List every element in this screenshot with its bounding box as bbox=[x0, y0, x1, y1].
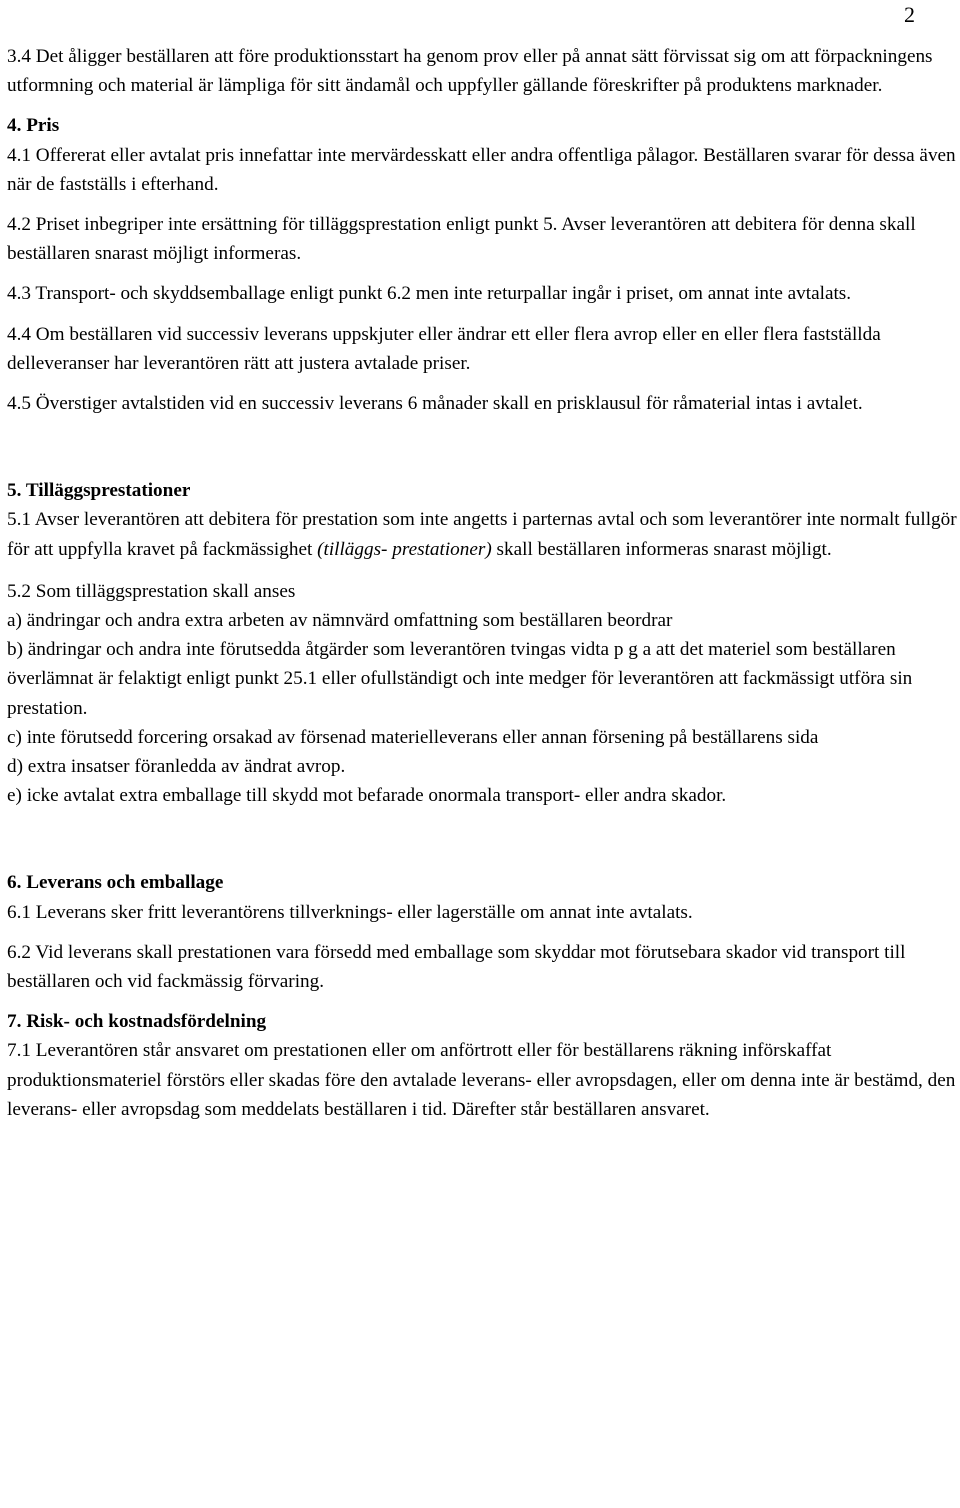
paragraph-4-3: 4.3 Transport- och skyddsemballage enligt punkt 6.2 men inte returpallar ingår i priset, om annat inte avtalats. bbox=[7, 283, 852, 305]
list-item-5-2-b: b) ändringar och andra inte förutsedda åtgärder som leverantören tvingas vidta p g a att det materiel som beställaren överlämnat är felaktigt enligt punkt 25.1 eller ofullständigt och inte medger för leverantören att fackmässigt utföra sin prestation. bbox=[7, 639, 913, 719]
document-body bbox=[7, 42, 957, 1124]
paragraph-5-1-text-b: skall beställaren informeras snarast möjligt. bbox=[491, 538, 832, 560]
paragraph-4-5: 4.5 Överstiger avtalstiden vid en successiv leverans 6 månader skall en prisklausul för råmaterial intas i avtalet. bbox=[7, 393, 863, 415]
list-item-5-2-d: d) extra insatser föranledda av ändrat avrop. bbox=[7, 756, 346, 778]
paragraph-5-1-term: (tilläggs- prestationer) bbox=[317, 538, 492, 560]
heading-risk-och-kostnadsfordelning: 7. Risk- och kostnadsfördelning bbox=[7, 1011, 267, 1033]
paragraph-4-4: 4.4 Om beställaren vid successiv leverans uppskjuter eller ändrar ett eller flera avrop eller en eller flera fastställda delleveranser har leverantören rätt att justera avtalade priser. bbox=[7, 323, 881, 374]
list-item-5-2-a: a) ändringar och andra extra arbeten av nämnvärd omfattning som beställaren beordrar bbox=[7, 610, 673, 632]
paragraph-5-1 bbox=[7, 505, 957, 563]
paragraph-4-2: 4.2 Priset inbegriper inte ersättning för tilläggsprestation enligt punkt 5. Avser leverantören att debitera för denna skall beställaren snarast möjligt informeras. bbox=[7, 214, 916, 265]
heading-tillaggsprestationer: 5. Tilläggsprestationer bbox=[7, 480, 191, 502]
paragraph-3-4: 3.4 Det åligger beställaren att före produktionsstart ha genom prov eller på annat sätt förvissat sig om att förpackningens utformning och material är lämpliga för sitt ändamål och uppfyller gällande föreskrifter på produktens marknader. bbox=[7, 46, 933, 97]
paragraph-5-2: 5.2 Som tilläggsprestation skall anses bbox=[7, 580, 296, 602]
list-item-5-2-c: c) inte förutsedd forcering orsakad av försenad materielleverans eller annan försening på beställarens sida bbox=[7, 726, 819, 748]
page-number: 2 bbox=[904, 2, 915, 27]
list-item-5-2-e: e) icke avtalat extra emballage till skydd mot befarade onormala transport- eller andra skador. bbox=[7, 785, 727, 807]
paragraph-6-2: 6.2 Vid leverans skall prestationen vara försedd med emballage som skyddar mot förutsebara skador vid transport till beställaren och vid fackmässig förvaring. bbox=[7, 941, 906, 993]
heading-leverans-och-emballage: 6. Leverans och emballage bbox=[7, 872, 224, 894]
paragraph-6-1: 6.1 Leverans sker fritt leverantörens tillverknings- eller lagerställe om annat inte avtalats. bbox=[7, 901, 693, 923]
paragraph-4-1: 4.1 Offererat eller avtalat pris innefattar inte mervärdesskatt eller andra offentliga pålagor. Beställaren svarar för dessa även när de fastställs i efterhand. bbox=[7, 144, 956, 195]
heading-pris: 4. Pris bbox=[7, 115, 60, 137]
paragraph-7-1: 7.1 Leverantören står ansvaret om prestationen eller om anförtrott eller för beställarens räkning införskaffat produktionsmateriel förstörs eller skadas före den avtalade leverans- eller avropsdagen, eller om denna inte är bestämd, den leverans- eller avropsdag som meddelats beställaren i tid. Därefter står beställaren ansvaret. bbox=[7, 1040, 956, 1120]
paragraph-5-1-text-a: 5.1 Avser leverantören att debitera för prestation som inte angetts i parternas avtal och som leverantörer inte normalt fullgör för att uppfylla kravet på fackmässighet bbox=[7, 509, 957, 560]
